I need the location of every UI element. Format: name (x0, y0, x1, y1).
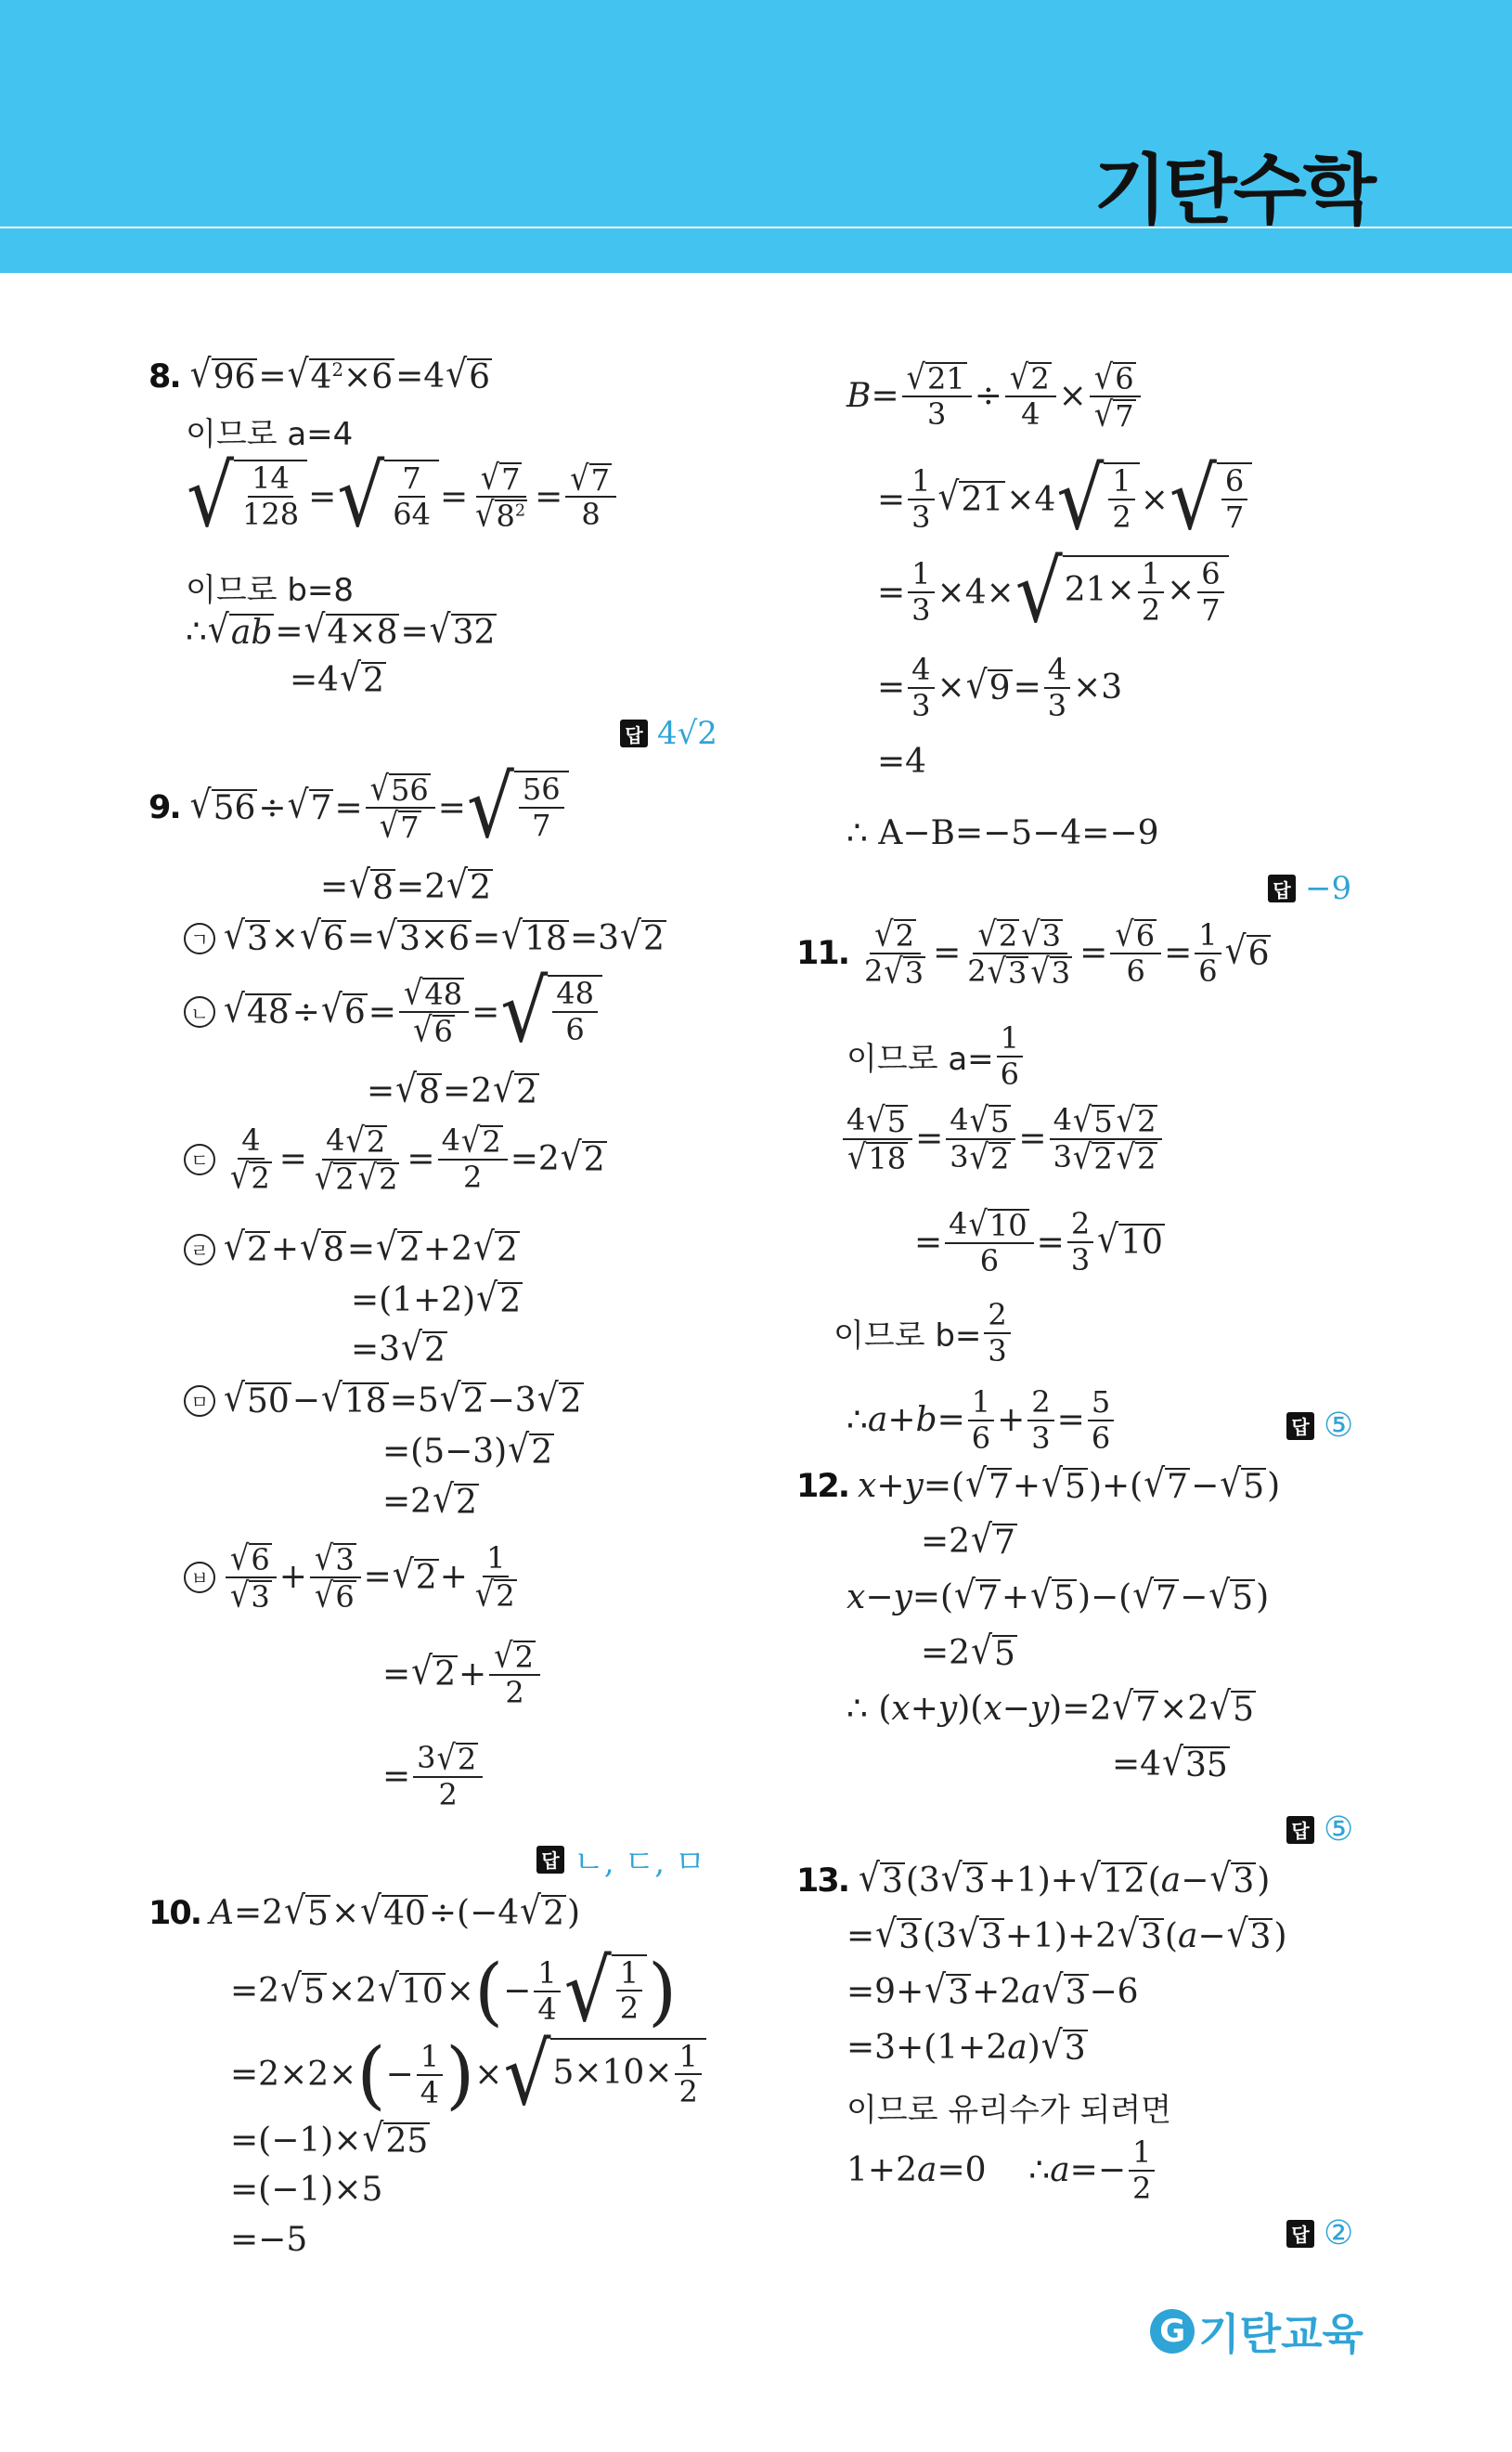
p11-line2: 이므로 a= $\frac{1}{6}$ (846, 1021, 1026, 1092)
pB-line2: = $\frac{1}{3}$ √ 21 ×4 √ $\frac{1}{2}$ × √ $\frac{6}{7}$ (877, 462, 1253, 537)
p11-line6: ∴ a + b = $\frac{1}{6}$ + $\frac{2}{3}$ = $\frac{5}{6}$ (846, 1385, 1117, 1456)
p9-item-d: ㄹ √ 2 + √ 8 = √ 2 +2 √ 2 (184, 1230, 521, 1268)
p8-line3: √ $\frac{14}{128}$ = √ $\frac{7}{64}$ = √ 7 √ $8^2$ = √ 7 8 (186, 460, 619, 534)
g-logo-icon: G (1150, 2309, 1195, 2354)
p10-number: 10. (149, 1894, 201, 1932)
brand-logo: 기탄수학 (1093, 147, 1373, 235)
p9-item-e2: =(5−3) √ 2 (382, 1427, 553, 1472)
pB-final: ∴ A−B=−5−4=−9 (846, 814, 1159, 852)
p9-item-f: ㅂ √ 6 √ 3 + √ 3 √ 6 = √ 2 + 1 √ 2 (184, 1541, 524, 1613)
p11-text-b: 이므로 b= (834, 1317, 982, 1356)
p9-line2: = √ 8 =2 √ 2 (320, 863, 491, 907)
p10-result: =−5 (230, 2221, 308, 2259)
p13-number: 13. (796, 1862, 849, 1900)
pB-line5: =4 (877, 743, 927, 781)
p8-text-b: 이므로 b=8 (186, 572, 355, 609)
p8-line5: ∴ √ ab = √ 4×8 = √ 32 (186, 607, 496, 652)
p10-line2: =2 √ 5 ×2 √ 10 × ( − $\frac{1}{4}$ √ $\frac{1}{2}$ ) (230, 1940, 678, 2041)
p11-answer: 답 ⑤ (1286, 1407, 1353, 1445)
p13-line4: =3+(1+2 a ) √ 3 (846, 2023, 1086, 2068)
answer-label-icon: 답 (620, 720, 648, 747)
p9-item-a: ㄱ √ 3 × √ 6 = √ 3×6 = √ 18 =3 √ 2 (184, 919, 667, 957)
p11-line4: = 4 √ 10 6 = $\frac{2}{3}$ √ 10 (914, 1202, 1163, 1278)
p11-number: 11. (796, 934, 849, 972)
p9-item-c: ㄷ 4 √ 2 = 4 √ 2 √ 2 √ 2 = 4 √ 2 2 =2 √ 2 (184, 1123, 608, 1195)
p8-answer: 답 4√2 (620, 715, 717, 752)
p9-item-b2: = √ 8 =2 √ 2 (367, 1067, 537, 1111)
pB-line6 (846, 814, 1159, 852)
p13-line3: =9+ √ 3 +2 a √ 3 −6 (846, 1967, 1139, 2012)
answer-label-icon: 답 (536, 1846, 564, 1874)
p9-answer: 답 ㄴ, ㄷ, ㅁ (536, 1836, 705, 1882)
p9-item-d3: =3 √ 2 (351, 1325, 446, 1369)
pB-line4: = $\frac{4}{3}$ × √ 9 = $\frac{4}{3}$ ×3 (877, 652, 1123, 723)
p10-line3: =2×2× ( − $\frac{1}{4}$ ) × √ 5×10× $\frac{1}{2}$ (230, 2031, 707, 2118)
p10-line4: =(−1)× √ 25 (230, 2116, 429, 2160)
p9-item-e: ㅁ √ 50 − √ 18 =5 √ 2 −3 √ 2 (184, 1382, 585, 1420)
p13-answer: 답 ② (1286, 2214, 1353, 2252)
p10-line5: =(−1)×5 (230, 2171, 383, 2209)
p9-line1: 9. √ 56 ÷ √ 7 = √ 56 √ 7 = √ $\frac{56}{7}$ (149, 771, 570, 845)
p13-line6: 1+2 a =0 ∴ a =− $\frac{1}{2}$ (846, 2135, 1157, 2206)
p9-item-f2: = √ 2 + √ 2 2 (382, 1639, 543, 1709)
p13-line1: 13. √ 3 (3 √ 3 +1)+ √ 12 ( a − √ 3 ) (796, 1856, 1271, 1901)
p11-line1: 11. √ 2 2 √ 3 = √ 2 √ 3 2 √ 3 √ 3 = √ 6 6 = $\frac{1}{6}$ √ 6 (796, 913, 1270, 992)
p9-item-e3: =2 √ 2 (382, 1477, 477, 1522)
answer-label-icon: 답 (1268, 875, 1296, 902)
p8-line1: 8. √ 96 = √ $4^2\times 6$ =4 √ 6 (149, 352, 491, 396)
p12-line2: =2 √ 7 (921, 1517, 1015, 1562)
answer-label-icon: 답 (1286, 1816, 1314, 1844)
p9-item-b: ㄴ √ 48 ÷ √ 6 = √ 48 √ 6 = √ $\frac{48}{6}$ (184, 975, 603, 1049)
p12-line3: x − y =( √ 7 + √ 5 )−( √ 7 − √ 5 ) (846, 1573, 1270, 1617)
pB-line1: B = √ 21 3 ÷ √ 2 4 × √ 6 √ 7 (846, 360, 1144, 432)
p8-line6: =4 √ 2 (290, 655, 384, 700)
pB-line3: = $\frac{1}{3}$ ×4× √ 21× $\frac{1}{2}$ × $\frac{6}{7}$ (877, 555, 1230, 629)
p12-line5: ∴ ( x + y )( x − y )=2 √ 7 ×2 √ 5 (846, 1684, 1255, 1729)
p11-text-a: 이므로 a= (846, 1041, 994, 1079)
p11-line3: 4 √ 5 √ 18 = 4 √ 5 3 √ 2 = 4 √ 5 √ 2 3 √ 2 √ 2 (840, 1103, 1165, 1174)
p10-line1: 10. A =2 √ 5 × √ 40 ÷(−4 √ 2 ) (149, 1888, 581, 1933)
p8-line4 (186, 564, 354, 610)
p9-item-d2: =(1+2) √ 2 (351, 1276, 522, 1320)
p12-answer: 답 ⑤ (1286, 1810, 1353, 1849)
p8-number: 8. (149, 357, 180, 396)
p12-line1: 12. x + y =( √ 7 + √ 5 )+( √ 7 − √ 5 ) (796, 1461, 1281, 1506)
p13-line2: = √ 3 (3 √ 3 +1)+2 √ 3 ( a − √ 3 ) (846, 1912, 1287, 1956)
p13-line5 (846, 2084, 1171, 2130)
pB-answer: 답 −9 (1268, 870, 1351, 907)
p11-line5: 이므로 b= $\frac{2}{3}$ (834, 1298, 1014, 1369)
p10-line6 (230, 2221, 307, 2259)
p12-line4: =2 √ 5 (921, 1628, 1015, 1673)
p12-number: 12. (796, 1467, 849, 1505)
p13-text: 이므로 유리수가 되려면 (846, 2092, 1172, 2129)
answer-label-icon: 답 (1286, 1412, 1314, 1440)
footer-logo: G 기탄교육 (1150, 2301, 1363, 2362)
answer-label-icon: 답 (1286, 2220, 1314, 2248)
p9-item-f3: = 3 √ 2 2 (382, 1741, 485, 1811)
p12-line6: =4 √ 35 (1112, 1740, 1228, 1784)
p8-text-a: 이므로 a=4 (186, 416, 354, 453)
p9-number: 9. (149, 789, 180, 826)
